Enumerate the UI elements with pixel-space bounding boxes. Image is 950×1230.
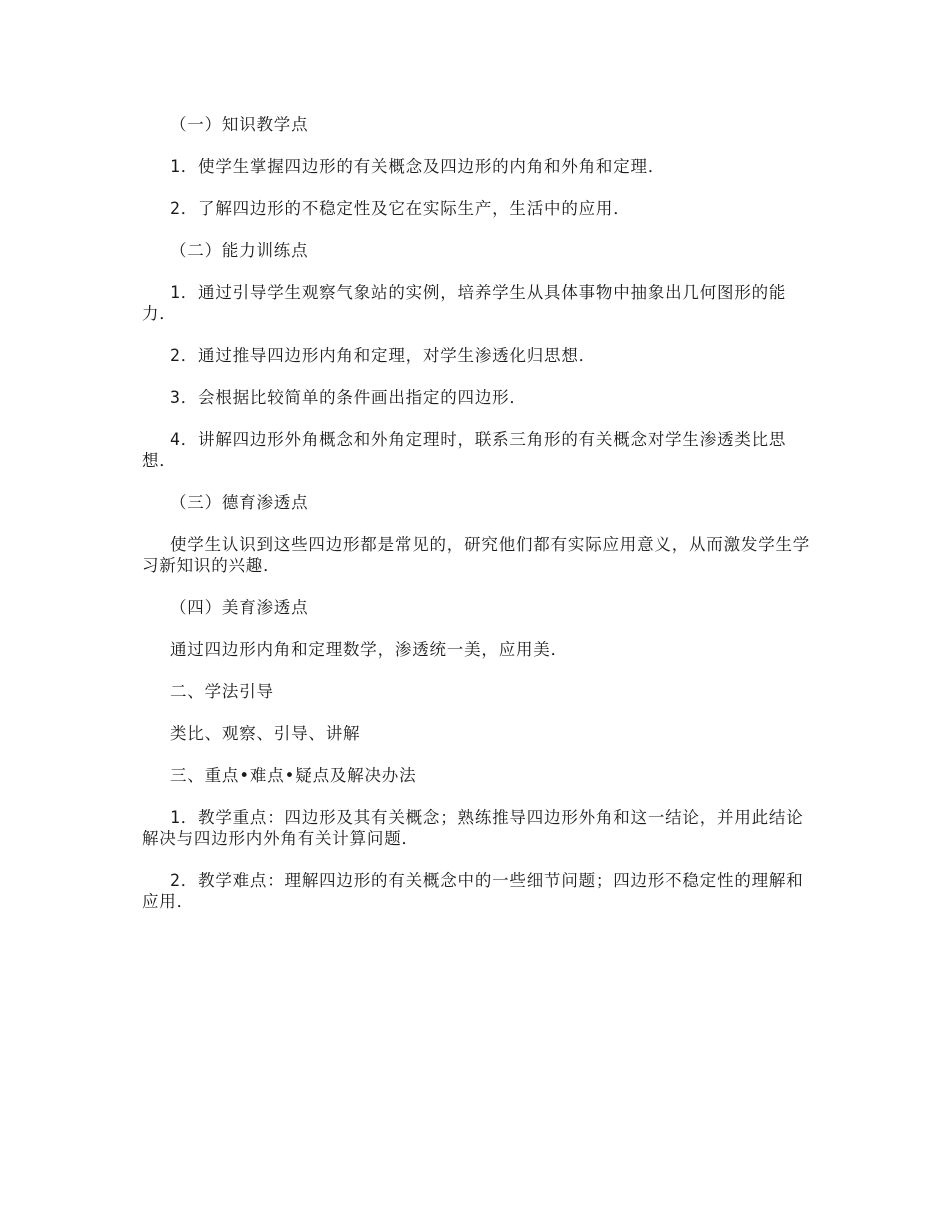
section-heading-moral: （三）德育渗透点 (170, 493, 309, 512)
paragraph: 类比、观察、引导、讲解 (170, 724, 361, 743)
section-heading-knowledge: （一）知识教学点 (170, 115, 309, 134)
paragraph: 1．教学重点：四边形及其有关概念；熟练推导四边形外角和这一结论，并用此结论解决与四边形内外角有关计算问题． (142, 808, 804, 848)
paragraph: 1．使学生掌握四边形的有关概念及四边形的内角和外角和定理． (170, 157, 666, 176)
paragraph: 4．讲解四边形外角概念和外角定理时，联系三角形的有关概念对学生渗透类比思想． (142, 430, 787, 470)
document-body (142, 114, 812, 933)
paragraph: 使学生认识到这些四边形都是常见的，研究他们都有实际应用意义，从而激发学生学习新知识的兴趣． (142, 535, 811, 575)
paragraph: 2．了解四边形的不稳定性及它在实际生产，生活中的应用． (170, 199, 631, 218)
paragraph: 1．通过引导学生观察气象站的实例，培养学生从具体事物中抽象出几何图形的能力． (142, 283, 787, 323)
section-heading-ability: （二）能力训练点 (170, 241, 309, 260)
section-heading-key-points: 三、重点•难点•疑点及解决办法 (170, 766, 417, 785)
paragraph: 通过四边形内角和定理数学，渗透统一美，应用美． (170, 640, 568, 659)
paragraph: 2．通过推导四边形内角和定理，对学生渗透化归思想． (170, 346, 596, 365)
paragraph: 2．教学难点：理解四边形的有关概念中的一些细节问题；四边形不稳定性的理解和应用． (142, 871, 804, 911)
section-heading-aesthetic: （四）美育渗透点 (170, 598, 309, 617)
section-heading-study-method: 二、学法引导 (170, 682, 274, 701)
paragraph: 3．会根据比较简单的条件画出指定的四边形． (170, 388, 527, 407)
